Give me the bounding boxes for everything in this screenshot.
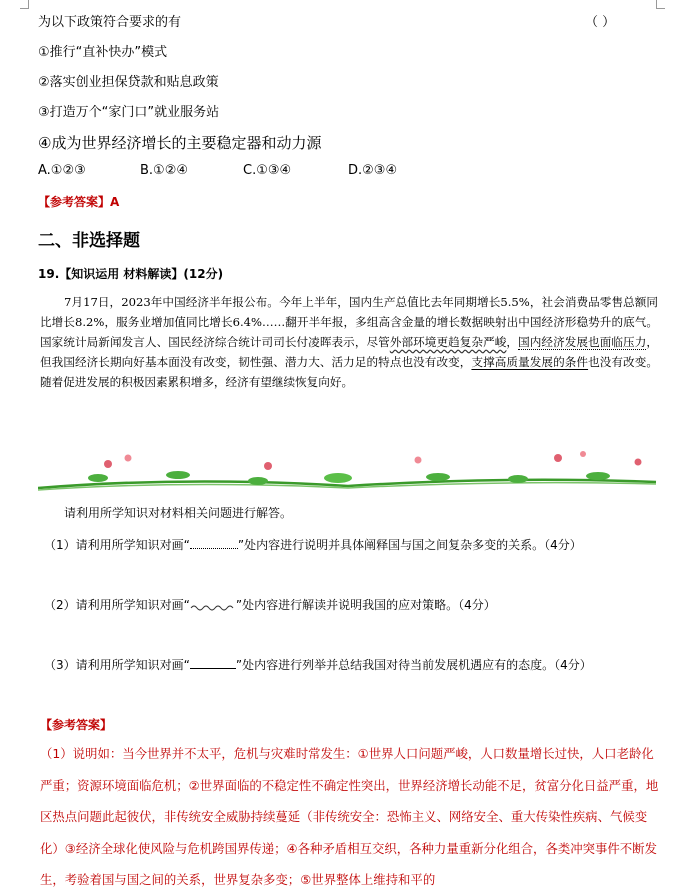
material-passage [40,292,658,392]
answer-label-q19: 【参考答案】 [40,718,113,732]
material-text-1: 7月17日，2023年中国经济半年报公布。今年上半年，国内生产总值比去年同期增长5.5%，社会消费品零售总额同比增长8.2%，服务业增加值同比增长6.4%……翻开半年报，多组高含金量的增长数据映射出中国经济形稳势升的底气。国家统计局新闻发言人、国民经济综合统计司司长付凌晖表示，尽管 [40,295,658,349]
answer-parentheses: （ ） [585,15,616,30]
solid-underlined-text: 支撑高质量发展的条件 [471,355,589,369]
choice-a: A.①②③ [38,163,86,178]
wavy-blank [190,602,236,612]
vine-divider-decoration [38,448,658,498]
choice-c: C.①③④ [243,163,292,178]
option-4: ④成为世界经济增长的主要稳定器和动力源 [38,134,322,152]
sub-question-3-suffix: ”处内容进行列举并总结我国对待当前发展机遇应有的态度。（4分） [235,658,592,672]
sub-question-3-prefix: （3）请利用所学知识对画“ [44,658,190,672]
answer-label-q18: 【参考答案】A [38,195,120,209]
material-text-4: 也没有改变。随着促进发展的积极因素累积增多，经济有望继续恢复向好。 [40,355,658,389]
option-2: ②落实创业担保贷款和贴息政策 [38,75,219,90]
sub-question-2 [44,596,496,613]
material-text-3: ，但我国经济长期向好基本面没有改变，韧性强、潜力大、活力足的特点也没有改变， [40,335,658,369]
option-1: ①推行“直补快办”模式 [38,45,168,60]
sub-question-2-suffix: ”处内容进行解读并说明我国的应对策略。（4分） [235,598,496,612]
dotted-blank [190,548,238,549]
question-stem: 为以下政策符合要求的有 [38,15,182,30]
answer-explanation: （1）说明如：当今世界并不太平，危机与灾难时常发生：①世界人口问题严峻，人口数量增长过快，人口老龄化严重；资源环境面临危机；②世界面临的不稳定性不确定性突出，世界经济增长动能不足，贫富分化日益严重，地区热点问题此起彼伏，非传统安全威胁持续蔓延（非传统安全：恐怖主义、网络安全、重大传染性疾病、气候变化）③经济全球化使风险与危机跨国界传递；④各种矛盾相互交织，各种力量重新分化组合，各类冲突事件不断发生，考验着国与国之间的关系，世界复杂多变；⑤世界整体上维持和平的 [40,746,659,888]
choice-b: B.①②④ [140,163,189,178]
option-3: ③打造万个“家门口”就业服务站 [38,105,220,120]
material-text-2: ， [506,335,519,349]
sub-question-1 [44,536,582,553]
sub-question-1-prefix: （1）请利用所学知识对画“ [44,538,190,552]
sub-question-1-suffix: ”处内容进行说明并具体阐释国与国之间复杂多变的关系。（4分） [237,538,582,552]
sub-question-3 [44,656,592,673]
wavy-underlined-text: 外部环境更趋复杂严峻 [389,335,507,349]
solid-blank [190,656,236,669]
corner-mark-top-right [656,0,665,9]
corner-mark-top-left [20,0,29,9]
choice-d: D.②③④ [348,163,398,178]
dotted-underlined-text: 国内经济发展也面临压力 [518,335,647,349]
question-heading: 19.【知识运用 材料解读】(12分) [38,267,224,281]
sub-question-2-prefix: （2）请利用所学知识对画“ [44,598,190,612]
section-title: 二、非选择题 [38,231,140,251]
instruction: 请利用所学知识对材料相关问题进行解答。 [64,506,293,520]
